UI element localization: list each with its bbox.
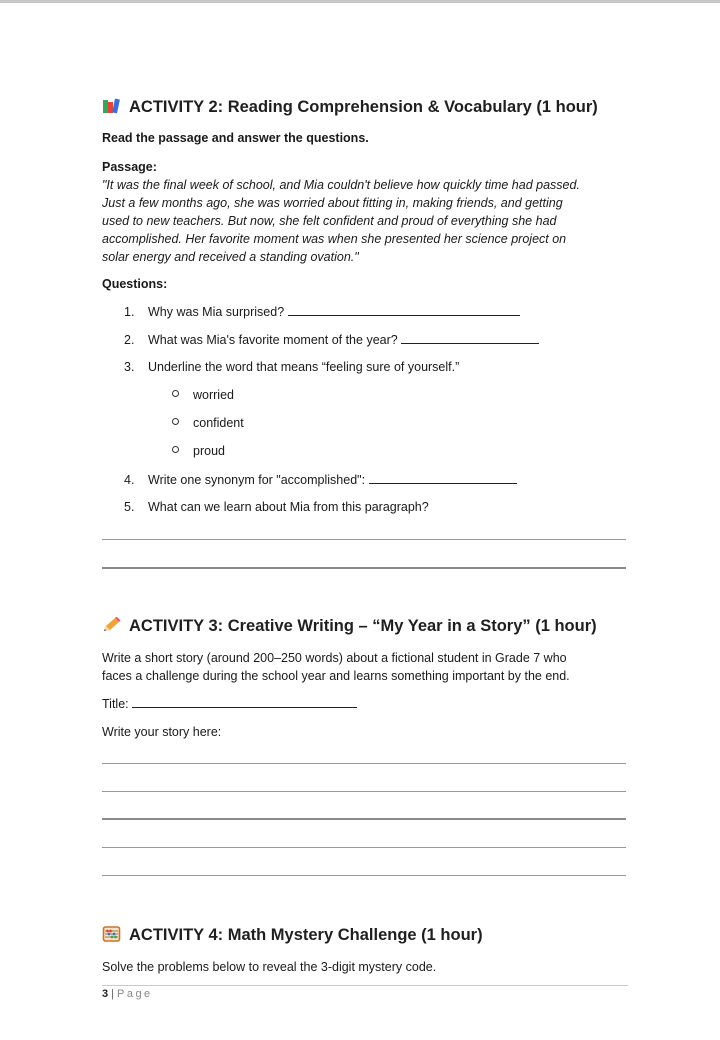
question-number: 5. xyxy=(124,500,135,514)
page-number: 3 xyxy=(102,988,109,1000)
question-2 xyxy=(124,332,539,347)
activity-4-instruction: Solve the problems below to reveal the 3-digit mystery code. xyxy=(102,960,437,974)
question-number: 2. xyxy=(124,333,135,347)
option-text: proud xyxy=(193,444,225,458)
activity-4-title: ACTIVITY 4: Math Mystery Challenge (1 hour) xyxy=(129,926,483,944)
question-3 xyxy=(124,360,459,374)
question-1 xyxy=(124,304,520,319)
story-line[interactable] xyxy=(102,818,626,820)
pencil-icon xyxy=(102,617,122,633)
activity-2-title: ACTIVITY 2: Reading Comprehension & Vocabulary (1 hour) xyxy=(129,98,598,116)
activity-2-heading xyxy=(102,98,598,117)
bullet-icon xyxy=(172,446,179,453)
option-proud[interactable] xyxy=(172,444,225,458)
abacus-icon xyxy=(102,926,122,942)
footer-divider xyxy=(102,985,628,986)
story-line[interactable] xyxy=(102,763,626,764)
top-border xyxy=(0,0,720,3)
questions-label: Questions: xyxy=(102,277,168,291)
option-text: confident xyxy=(193,416,244,430)
page-footer xyxy=(102,988,153,1000)
story-line[interactable] xyxy=(102,847,626,848)
bullet-icon xyxy=(172,418,179,425)
activity-3-instruction: faces a challenge during the school year and learns something important by the end. xyxy=(102,669,570,683)
story-title-field xyxy=(102,695,357,714)
passage-line: used to new teachers. But now, she felt confident and proud of everything she had xyxy=(102,214,557,228)
question-number: 1. xyxy=(124,305,135,319)
answer-blank[interactable] xyxy=(401,332,539,344)
answer-line[interactable] xyxy=(102,539,626,540)
story-label: Write your story here: xyxy=(102,725,222,739)
answer-line[interactable] xyxy=(102,567,626,569)
question-text: Write one synonym for "accomplished": xyxy=(148,473,366,487)
bullet-icon xyxy=(172,390,179,397)
page-label: Page xyxy=(116,988,153,1000)
option-worried[interactable] xyxy=(172,388,234,402)
passage-line: "It was the final week of school, and Mia couldn't believe how quickly time had passed. xyxy=(102,178,580,192)
activity-3-title: ACTIVITY 3: Creative Writing – “My Year in a Story” (1 hour) xyxy=(129,617,597,635)
question-text: What was Mia's favorite moment of the year? xyxy=(148,333,398,347)
passage-label: Passage: xyxy=(102,160,157,174)
story-line[interactable] xyxy=(102,791,626,792)
question-text: What can we learn about Mia from this paragraph? xyxy=(148,500,429,514)
question-5 xyxy=(124,500,429,514)
activity-4-heading xyxy=(102,926,483,945)
question-text: Underline the word that means “feeling sure of yourself.” xyxy=(148,360,460,374)
activity-3-heading xyxy=(102,617,597,636)
question-text: Why was Mia surprised? xyxy=(148,305,285,319)
question-number: 4. xyxy=(124,473,135,487)
title-blank[interactable] xyxy=(132,696,357,708)
option-text: worried xyxy=(193,388,234,402)
books-icon xyxy=(102,98,122,114)
passage-line: Just a few months ago, she was worried about fitting in, making friends, and getting xyxy=(102,196,563,210)
title-label: Title: xyxy=(102,697,129,711)
question-number: 3. xyxy=(124,360,135,374)
answer-blank[interactable] xyxy=(369,472,517,484)
question-4 xyxy=(124,472,517,487)
activity-2-instruction: Read the passage and answer the questions. xyxy=(102,131,369,145)
passage-line: solar energy and received a standing ovation." xyxy=(102,250,359,264)
footer-separator: | xyxy=(111,988,114,1000)
activity-3-instruction: Write a short story (around 200–250 words) about a fictional student in Grade 7 who xyxy=(102,651,567,665)
answer-blank[interactable] xyxy=(288,304,520,316)
option-confident[interactable] xyxy=(172,416,244,430)
story-line[interactable] xyxy=(102,875,626,876)
passage-line: accomplished. Her favorite moment was when she presented her science project on xyxy=(102,232,567,246)
